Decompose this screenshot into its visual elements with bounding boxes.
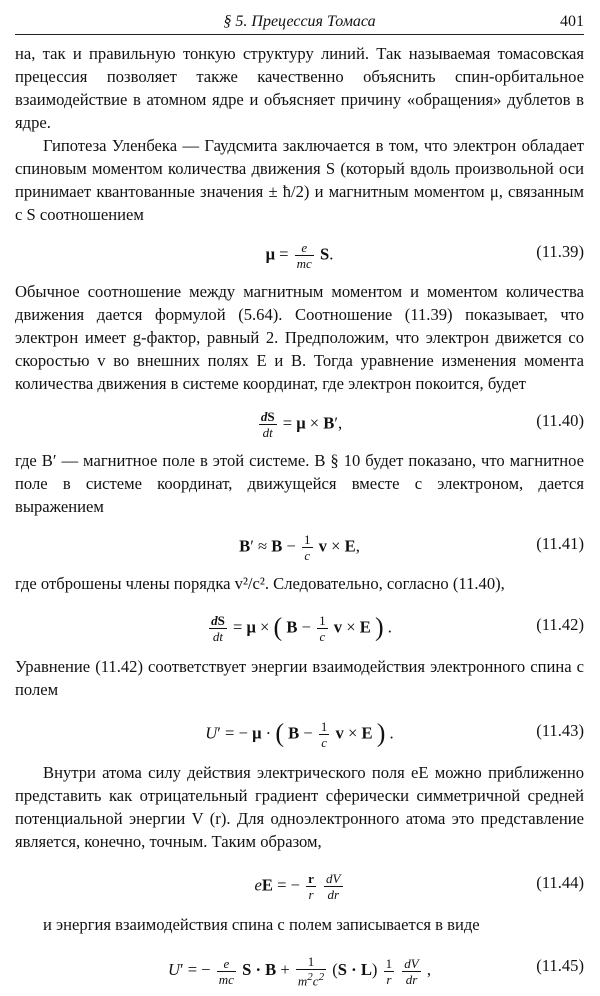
formula: $\frac{dS}{dt}$ = μ × ( B − $\frac{1}{c}$ v × E ) . — [211, 612, 392, 644]
paragraph-7: Внутри атома силу действия электрического поля eE можно приближенно представить как отрицательный градиент сферически симметричной средней потенциальной энергии V (r). Для одноэлектронного атома это представление является, конечно, точным. Таким образом, — [15, 763, 584, 851]
formula: eE = − $\frac{r}{r}$ $\frac{dV}{dr}$ — [254, 871, 341, 902]
formula: U′ = − $\frac{e}{mc}$ S · B + $\frac{1}{m^2c^2}$ (S · L) $\frac{1}{r}$ $\frac{dV}{dr}$ , — [168, 954, 431, 989]
equation-11-39 — [15, 232, 584, 272]
paragraph-8: и энергия взаимодействия спина с полем записывается в виде — [43, 915, 480, 934]
paragraph-3: Обычное соотношение между магнитным моментом и моментом количества движения дается формулой (5.64). Соотношение (11.39) показывает, что электрон имеет g-фактор, равный 2. Предположим, что электрон движется со скоростью v во внешних полях E и B. Тогда уравнение изменения момента количества движения в системе координат, где электрон покоится, будет — [15, 282, 584, 393]
equation-number: (11.41) — [536, 534, 584, 553]
equation-11-43 — [15, 707, 584, 753]
paragraph-6: Уравнение (11.42) соответствует энергии взаимодействия электронного спина с полем — [15, 657, 584, 699]
equation-number: (11.44) — [536, 873, 584, 892]
paragraph-5: где отброшены члены порядка v²/c². Следовательно, согласно (11.40), — [15, 574, 505, 593]
page-number: 401 — [560, 13, 584, 30]
equation-number: (11.42) — [536, 615, 584, 634]
equation-number: (11.45) — [536, 956, 584, 975]
equation-number: (11.39) — [536, 242, 584, 261]
formula: $\frac{dS}{dt}$ = μ × B′, — [260, 409, 343, 440]
equation-11-42 — [15, 601, 584, 647]
page-header — [15, 4, 584, 35]
paragraph-1: на, так и правильную тонкую структуру линий. Так называемая томасовская прецессия позволяет также качественно объяснить спин-орбитальное взаимодействие в атомном ядре и объясняет причину «обращения» дублетов в ядре. — [15, 44, 584, 132]
page-body — [15, 42, 584, 996]
formula: μ = $\frac{e}{mc}$ S. — [265, 240, 334, 271]
equation-11-45 — [15, 942, 584, 988]
equation-11-40 — [15, 401, 584, 441]
running-title: § 5. Прецессия Томаса — [223, 13, 376, 30]
equation-number: (11.40) — [536, 411, 584, 430]
equation-number: (11.43) — [536, 721, 584, 740]
formula: B′ ≈ B − $\frac{1}{c}$ v × E, — [239, 532, 360, 563]
equation-11-41 — [15, 524, 584, 564]
equation-11-44 — [15, 859, 584, 905]
formula: U′ = − μ · ( B − $\frac{1}{c}$ v × E ) . — [205, 718, 394, 750]
paragraph-4: где B′ — магнитное поле в этой системе. В § 10 будет показано, что магнитное поле в системе координат, движущейся вместе с электроном, дается выражением — [15, 451, 584, 516]
paragraph-2: Гипотеза Уленбека — Гаудсмита заключается в том, что электрон обладает спиновым моментом количества движения S (который вдоль произвольной оси принимает квантованные значения ± ħ/2) и магнитным моментом μ, связанным с S соотношением — [15, 136, 584, 224]
